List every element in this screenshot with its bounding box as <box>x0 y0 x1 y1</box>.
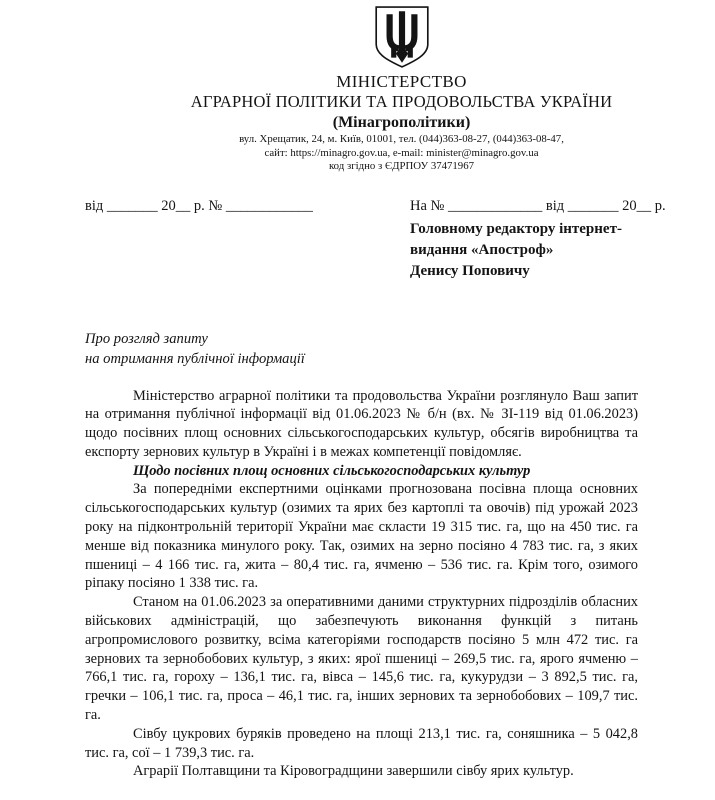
ministry-contact-line: сайт: https://minagro.gov.ua, e-mail: minister@minagro.gov.ua <box>264 146 539 159</box>
addressee-block <box>410 219 676 282</box>
section-heading-sown-areas: Щодо посівних площ основних сільськогосподарських культур <box>133 462 531 479</box>
ministry-short-name: (Мінагрополітики) <box>332 114 471 131</box>
addressee-line3: Денису Поповичу <box>410 262 530 279</box>
paragraph-intro: Міністерство аграрної політики та продовольства України розглянуло Ваш запит на отримання публічної інформації від 01.06.2023 № б/н (вх. № ЗІ-119 від 01.06.2023) щодо посівних площ основних сільськогосподарських культур, обсягів виробництва та експорту зернових культур в Україні і в межах компетенції повідомляє. <box>85 387 638 460</box>
ministry-edrpou-line: код згідно з ЄДРПОУ 37471967 <box>328 160 475 172</box>
subject-line1: Про розгляд запиту <box>85 330 208 347</box>
subject-line2: на отримання публічної інформації <box>85 350 305 367</box>
ministry-name-line1: МІНІСТЕРСТВО <box>336 72 467 91</box>
letterhead <box>125 5 678 174</box>
paragraph-technical-crops: Сівбу цукрових буряків проведено на площі 213,1 тис. га, соняшника – 5 042,8 тис. га, сої – 1 739,3 тис. га. <box>85 725 638 761</box>
ministry-address-line: вул. Хрещатик, 24, м. Київ, 01001, тел. (044)363-08-27, (044)363-08-47, <box>239 133 564 145</box>
paragraph-spring-sowing-status: Станом на 01.06.2023 за оперативними даними структурних підрозділів обласних військових адміністрацій, що забезпечують виконання функцій з питань агропромислового розвитку, всіма категоріями господарств посіяно 5 млн 472 тис. га зернових та зернобобових культур, з яких: ярої пшениці – 269,5 тис. га, ярого ячменю – 766,1 тис. га, гороху – 136,1 тис. га, вівса – 145,6 тис. га, кукурудзи – 3 892,5 тис. га, гречки – 106,1 тис. га, проса – 46,1 тис. га, інших зернових та зернобобових – 109,7 тис. га. <box>85 594 638 724</box>
subject-block <box>85 329 638 369</box>
addressee-line1: Головному редактору інтернет- <box>410 220 622 237</box>
ministry-name-line2: АГРАРНОЇ ПОЛІТИКИ ТА ПРОДОВОЛЬСТВА УКРАЇНИ <box>190 92 613 111</box>
paragraph-sowing-forecast: За попередніми експертними оцінками прогнозована посівна площа основних сільськогосподарських культур (озимих та ярих без картоплі та овочів) під урожай 2023 року на підконтрольній території України має скласти 19 315 тис. га, що на 450 тис. га менше від показника минулого року. Так, озимих на зерно посіяно 4 783 тис. га, з яких пшениці – 4 166 тис. га, жита – 80,4 тис. га, ячменю – 536 тис. га. Крім того, озимого ріпаку посіяно 1 338 тис. га. <box>85 481 638 592</box>
incoming-reference: На № _____________ від _______ 20__ р. <box>410 197 666 214</box>
ukraine-trident-emblem-icon <box>374 5 430 69</box>
reference-right-column <box>410 196 676 282</box>
addressee-line2: видання «Апостроф» <box>410 241 554 258</box>
paragraph-regions-finished: Аграрії Полтавщини та Кіровоградщини завершили сівбу ярих культур. <box>133 763 574 780</box>
outgoing-reference: від _______ 20__ р. № ____________ <box>85 197 313 214</box>
letter-body <box>85 387 638 782</box>
reference-row <box>85 196 666 282</box>
